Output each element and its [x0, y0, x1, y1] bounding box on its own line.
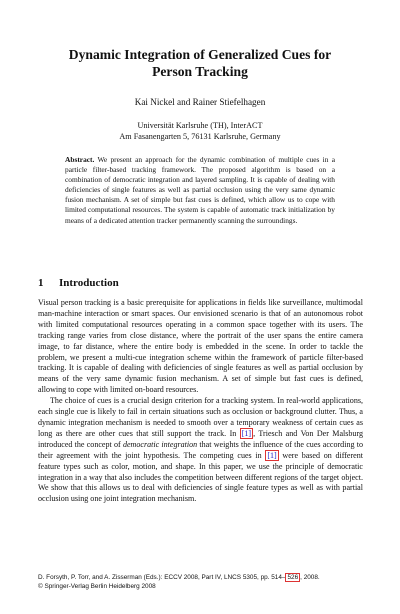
abstract: [65, 155, 335, 226]
emphasis-democratic-integration: democratic integration: [122, 439, 198, 449]
paragraph-2-part-c: that weights the influence of the cues according to their agreement with the joint hypothesis. The competing cues in: [38, 439, 363, 460]
footer-page-link[interactable]: 526: [287, 574, 299, 581]
title-line-2: Person Tracking: [152, 64, 248, 79]
paragraph-2-part-a: The choice of cues is a crucial design criterion for a tracking system. In real-world applications, each single cue is likely to fail in certain situations such as occlusion or background clutter. Thus, a dynamic integration mechanism is needed to smooth over a temporary weakness of certain cues as long as there are other cues that still support the track. In: [38, 396, 363, 438]
affiliation-line-1: Universität Karlsruhe (TH), InterACT: [137, 121, 263, 130]
footer: [38, 573, 368, 591]
footer-citation: [38, 573, 368, 582]
section-number: 1: [38, 277, 44, 289]
body-text: [38, 298, 363, 505]
abstract-heading: Abstract.: [65, 155, 95, 164]
paragraph-2-part-b: , Triesch and Von Der Malsburg introduced the concept of: [38, 428, 364, 449]
authors: Kai Nickel and Rainer Stiefelhagen: [134, 97, 266, 107]
title-line-1: Dynamic Integration of Generalized Cues for: [68, 47, 332, 62]
section-heading: [38, 277, 119, 289]
footer-citation-b: , 2008.: [300, 574, 320, 581]
affiliation-line-2: Am Fasanengarten 5, 76131 Karlsruhe, Germany: [119, 132, 281, 141]
affiliation: [0, 120, 400, 142]
citation-link-2[interactable]: [1]: [267, 450, 277, 460]
footer-citation-a: D. Forsyth, P. Torr, and A. Zisserman (Eds.): ECCV 2008, Part IV, LNCS 5305, pp. 514–: [38, 574, 286, 581]
footer-copyright: © Springer-Verlag Berlin Heidelberg 2008: [38, 583, 156, 590]
paragraph-2-part-d: were based on different feature types such as color, motion, and shape. In this paper, we use the principle of democratic integration in a way that also includes the competition between different regions of the target object. We show that this allows us to deal with deficiencies of single feature types as well as with partial occlusion using one joint integration mechanism.: [38, 450, 363, 504]
section-title: Introduction: [59, 277, 119, 289]
paragraph-1: Visual person tracking is a basic prerequisite for applications in fields like surveillance, multimodal man-machine interaction or smart spaces. Our envisioned scenario is that of an autonomous robot with limited computational resources operating in a common space together with its users. The tracking range varies from close distance, where the portrait of the user spans the entire camera image, to far distance, where the entire body is embedded in the scene. In order to tackle the problem, we present a multi-cue integration scheme within the framework of particle filter-based tracking. It is capable of dealing with deficiencies of single features as well as partial occlusion by means of the very same dynamic fusion mechanism. A set of simple but fast cues is defined, allowing to cope with limited on-board resources.: [38, 298, 363, 395]
abstract-text: We present an approach for the dynamic combination of multiple cues in a particle filter-based tracking framework. The proposed algorithm is based on a combination of democratic integration and layered sampling. It is capable of dealing with deficiencies of single features as well as partial occlusion using the very same dynamic fusion mechanism. A set of simple but fast cues is defined, which allow us to cope with limited computational resources. The system is capable of automatic track initialization by means of a dedicated attention tracker permanently scanning the surroundings.: [65, 155, 335, 225]
paragraph-2: [38, 396, 363, 505]
paper-title: [40, 46, 360, 80]
citation-link-1[interactable]: [1]: [241, 428, 252, 438]
